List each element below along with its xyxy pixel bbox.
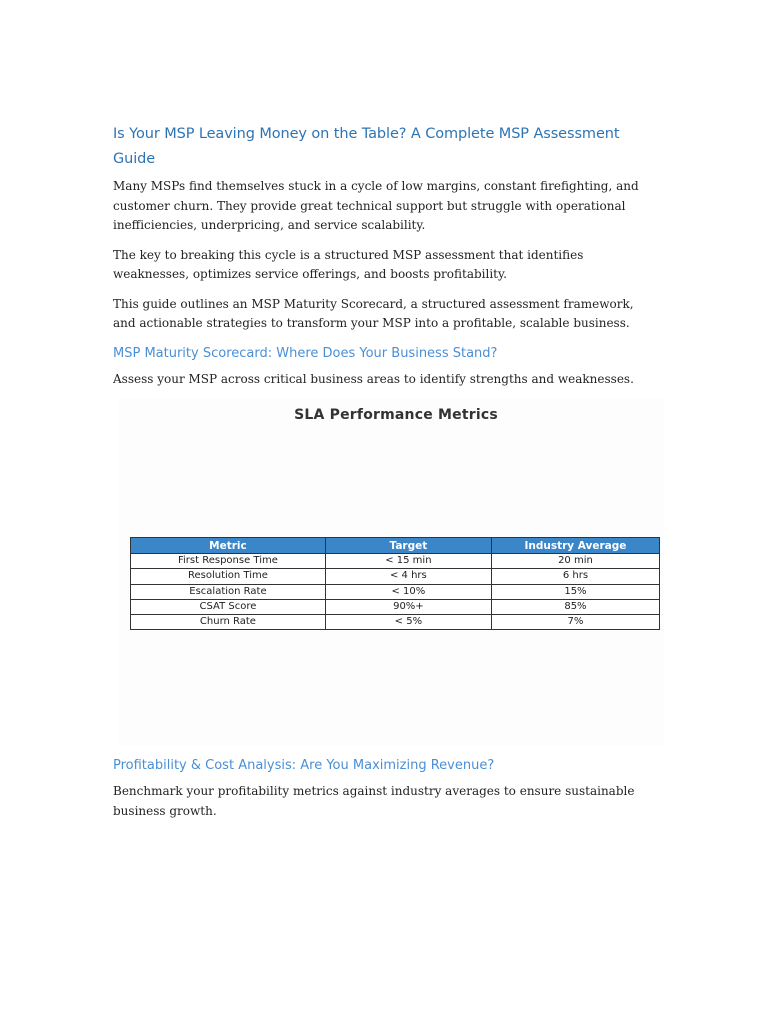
table-cell-industry-average: 7% [491,615,659,630]
profitability-section [113,756,653,831]
table-cell-industry-average: 15% [491,584,659,599]
table-cell-metric: Churn Rate [131,615,326,630]
table-row [131,615,660,630]
table-cell-metric: Escalation Rate [131,584,326,599]
sla-metrics-figure [118,398,664,746]
intro-paragraph-1: Many MSPs find themselves stuck in a cycle of low margins, constant firefighting, and customer churn. They provide great technical support but struggle with operational inefficiencies, underpricing, and service scalability. [113,179,639,232]
table-cell-industry-average: 20 min [491,554,659,569]
table-cell-target: < 4 hrs [325,569,491,584]
profitability-heading: Profitability & Cost Analysis: Are You Maximizing Revenue? [113,758,495,773]
table-row [131,584,660,599]
table-cell-metric: First Response Time [131,554,326,569]
table-row [131,554,660,569]
table-row [131,599,660,614]
scorecard-heading: MSP Maturity Scorecard: Where Does Your Business Stand? [113,345,498,361]
table-cell-metric: CSAT Score [131,599,326,614]
sla-metrics-table [130,537,660,630]
column-header-target: Target [325,538,491,554]
chart-title: SLA Performance Metrics [294,407,498,423]
table-cell-target: < 10% [325,584,491,599]
table-header-row [131,538,660,554]
column-header-industry-average: Industry Average [491,538,659,554]
scorecard-body: Assess your MSP across critical business areas to identify strengths and weaknesses. [113,371,634,386]
table-cell-industry-average: 85% [491,599,659,614]
table-cell-industry-average: 6 hrs [491,569,659,584]
document-title: Is Your MSP Leaving Money on the Table? A Complete MSP Assessment Guide [113,126,620,167]
article-intro [113,122,653,399]
intro-paragraph-2: The key to breaking this cycle is a structured MSP assessment that identifies weaknesses, optimizes service offerings, and boosts profitability. [113,247,584,281]
table-cell-target: 90%+ [325,599,491,614]
table-cell-target: < 15 min [325,554,491,569]
column-header-metric: Metric [131,538,326,554]
table-row [131,569,660,584]
intro-paragraph-3: This guide outlines an MSP Maturity Scorecard, a structured assessment framework, and actionable strategies to transform your MSP into a profitable, scalable business. [113,296,634,330]
table-cell-target: < 5% [325,615,491,630]
profitability-body: Benchmark your profitability metrics against industry averages to ensure sustainable business growth. [113,784,635,818]
table-cell-metric: Resolution Time [131,569,326,584]
